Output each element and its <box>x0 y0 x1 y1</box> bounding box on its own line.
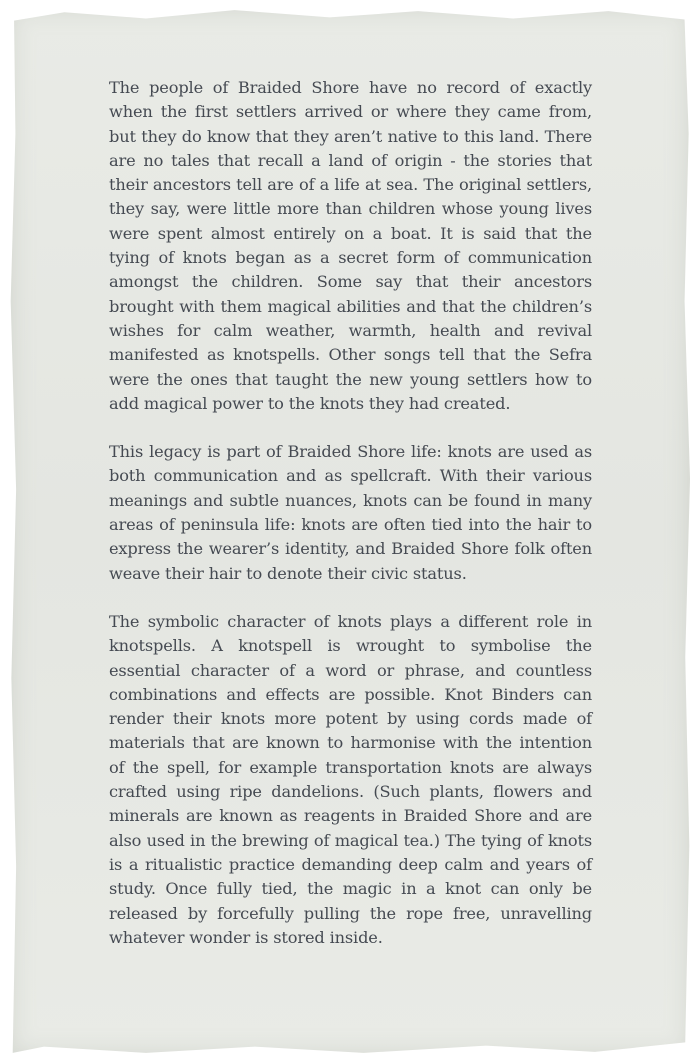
paragraph-legacy: This legacy is part of Braided Shore life: knots are used as both communication and as spellcraft. With their various meanings and subtle nuances, knots can be found in many areas of peninsula life: knots are often tied into the hair to express the wearer’s identity, and Braided Shore folk often weave their hair to denote their civic status. <box>109 442 592 583</box>
paragraph-origins: The people of Braided Shore have no record of exactly when the first settlers arrived or where they came from, but they do know that they aren’t native to this land. There are no tales that recall a land of origin - the stories that their ancestors tell are of a life at sea. The original settlers, they say, were little more than children whose young lives were spent almost entirely on a boat. It is said that the tying of knots began as a secret form of communication amongst the children. Some say that their ancestors brought with them magical abilities and that the children’s wishes for calm weather, warmth, health and revival manifested as knotspells. Other songs tell that the Sefra were the ones that taught the new young settlers how to add magical power to the knots they had created. <box>109 78 592 413</box>
paragraph-knotspells: The symbolic character of knots plays a different role in knotspells. A knotspell is wrought to symbolise the essential character of a word or phrase, and countless combinations and effects are possible. Knot Binders can render their knots more potent by using cords made of materials that are known to harmonise with the intention of the spell, for example transportation knots are always crafted using ripe dandelions. (Such plants, flowers and minerals are known as reagents in Braided Shore and are also used in the brewing of magical tea.) The tying of knots is a ritualistic practice demanding deep calm and years of study. Once fully tied, the magic in a knot can only be released by forcefully pulling the rope free, unravelling whatever wonder is stored inside. <box>109 611 592 947</box>
body-text <box>109 76 592 974</box>
